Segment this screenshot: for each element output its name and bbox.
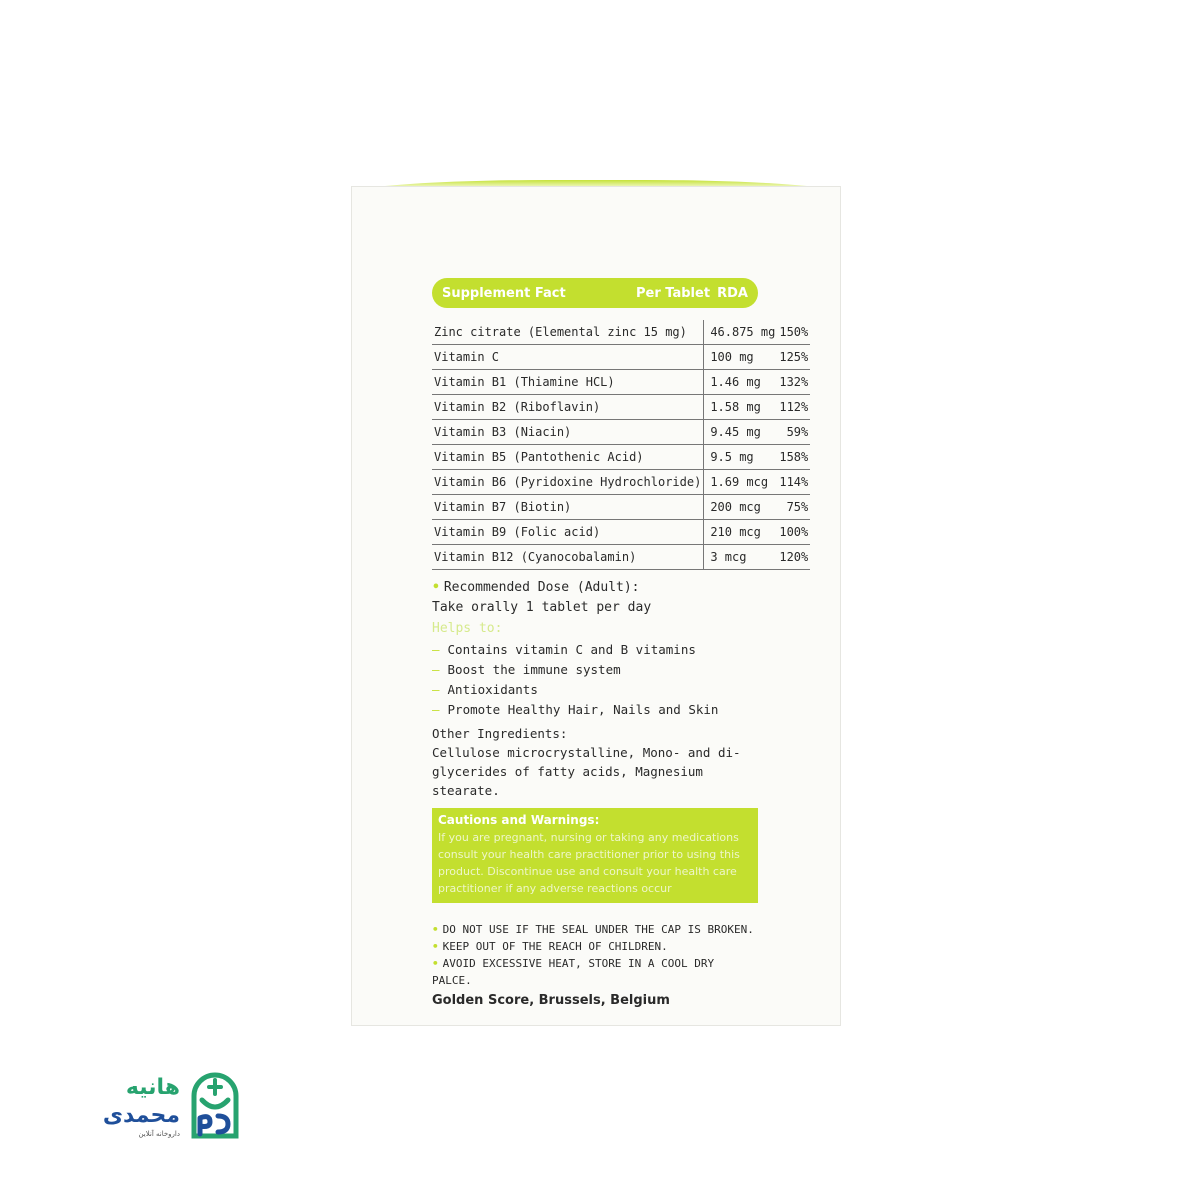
table-row [432, 345, 810, 370]
rda-value: 158% [777, 445, 810, 470]
helps-title: Helps to: [432, 621, 503, 636]
per-tablet-value: 210 mcg [704, 520, 778, 545]
table-row [432, 495, 810, 520]
table-row [432, 420, 810, 445]
per-tablet-value: 200 mcg [704, 495, 778, 520]
helps-list [432, 640, 758, 720]
table-row [432, 520, 810, 545]
warning-text: DO NOT USE IF THE SEAL UNDER THE CAP IS BROKEN. [442, 923, 754, 936]
dash-icon: – [432, 682, 440, 697]
per-tablet-value: 9.45 mg [704, 420, 778, 445]
ingredient-name: Vitamin B12 (Cyanocobalamin) [432, 545, 704, 570]
rda-value: 150% [777, 320, 810, 345]
list-item [432, 955, 758, 989]
other-ingredients-title: Other Ingredients: [432, 726, 568, 741]
header-supplement-fact: Supplement Fact [442, 285, 566, 301]
rda-value: 112% [777, 395, 810, 420]
logo-tagline: داروخانه آنلاین [138, 1130, 180, 1138]
warnings-list [432, 921, 758, 989]
per-tablet-value: 1.69 mcg [704, 470, 778, 495]
list-item [432, 921, 758, 938]
table-row [432, 395, 810, 420]
ingredient-name: Vitamin B6 (Pyridoxine Hydrochloride) [432, 470, 704, 495]
list-item [432, 700, 758, 720]
rda-value: 59% [777, 420, 810, 445]
ingredient-name: Vitamin B3 (Niacin) [432, 420, 704, 445]
rda-value: 120% [777, 545, 810, 570]
table-row [432, 470, 810, 495]
ingredient-name: Vitamin C [432, 345, 704, 370]
table-row [432, 445, 810, 470]
logo-line-2: محمدی [102, 1103, 180, 1128]
helps-item-text: Contains vitamin C and B vitamins [447, 642, 696, 657]
cautions-title: Cautions and Warnings: [438, 813, 600, 827]
table-row [432, 545, 810, 570]
helps-item-text: Boost the immune system [447, 662, 621, 677]
manufacturer: Golden Score, Brussels, Belgium [432, 993, 670, 1008]
warning-text: AVOID EXCESSIVE HEAT, STORE IN A COOL DRY PALCE. [432, 957, 715, 987]
per-tablet-value: 1.46 mg [704, 370, 778, 395]
helps-item-text: Antioxidants [447, 682, 538, 697]
table-row [432, 370, 810, 395]
helps-item-text: Promote Healthy Hair, Nails and Skin [447, 702, 719, 717]
rda-value: 125% [777, 345, 810, 370]
other-ingredients [432, 724, 758, 800]
cautions-text: If you are pregnant, nursing or taking any medications consult your health care practitioner prior to using this product. Discontinue use and consult your health care practitioner if any adverse reactions occur [438, 831, 740, 895]
header-per-tablet: Per Tablet [636, 285, 711, 301]
warning-text: KEEP OUT OF THE REACH OF CHILDREN. [442, 940, 668, 953]
recommended-dose [432, 578, 758, 618]
logo-line-1: هانیه [125, 1075, 180, 1100]
pharmacy-emblem-icon [188, 1070, 242, 1140]
rda-value: 75% [777, 495, 810, 520]
per-tablet-value: 46.875 mg [704, 320, 778, 345]
dose-title: Recommended Dose (Adult): [443, 580, 640, 595]
list-item [432, 938, 758, 955]
bullet-icon: • [432, 580, 440, 595]
dash-icon: – [432, 662, 440, 677]
ingredient-name: Vitamin B5 (Pantothenic Acid) [432, 445, 704, 470]
cautions-box [432, 808, 758, 903]
ingredient-name: Zinc citrate (Elemental zinc 15 mg) [432, 320, 704, 345]
per-tablet-value: 3 mcg [704, 545, 778, 570]
other-ingredients-text: Cellulose microcrystalline, Mono- and di- glycerides of fatty acids, Magnesium stearate. [432, 745, 741, 798]
rda-value: 114% [777, 470, 810, 495]
list-item [432, 640, 758, 660]
supplement-fact-table [432, 320, 810, 570]
dash-icon: – [432, 702, 440, 717]
ingredient-name: Vitamin B2 (Riboflavin) [432, 395, 704, 420]
dose-text: Take orally 1 tablet per day [432, 600, 652, 615]
per-tablet-value: 9.5 mg [704, 445, 778, 470]
header-rda: RDA [717, 285, 748, 301]
bullet-icon: • [432, 957, 439, 970]
supplement-fact-header [432, 278, 758, 308]
bullet-icon: • [432, 923, 439, 936]
per-tablet-value: 1.58 mg [704, 395, 778, 420]
dash-icon: – [432, 642, 440, 657]
logo-text [58, 1074, 180, 1130]
rda-value: 132% [777, 370, 810, 395]
table-row [432, 320, 810, 345]
list-item [432, 660, 758, 680]
ingredient-name: Vitamin B7 (Biotin) [432, 495, 704, 520]
ingredient-name: Vitamin B9 (Folic acid) [432, 520, 704, 545]
bullet-icon: • [432, 940, 439, 953]
per-tablet-value: 100 mg [704, 345, 778, 370]
pharmacy-logo [58, 1070, 248, 1142]
ingredient-name: Vitamin B1 (Thiamine HCL) [432, 370, 704, 395]
rda-value: 100% [777, 520, 810, 545]
list-item [432, 680, 758, 700]
label-content [432, 278, 809, 1008]
